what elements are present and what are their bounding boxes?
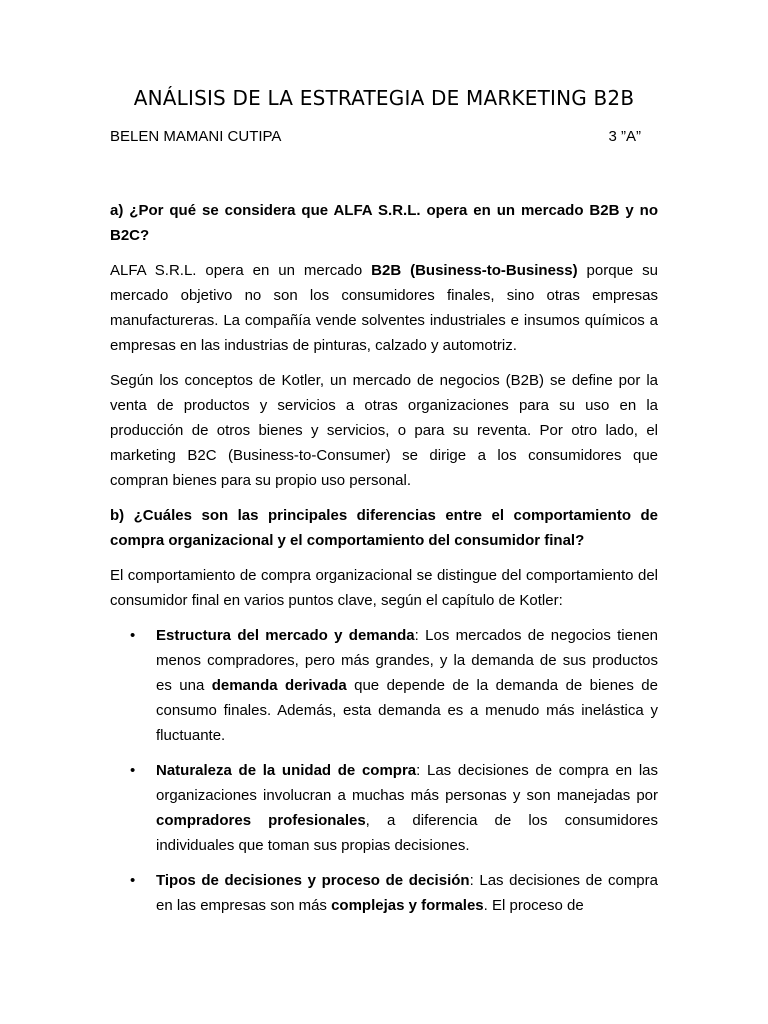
bullet-bold: demanda derivada (211, 677, 347, 694)
list-item (110, 758, 658, 858)
bullet-text: . El proceso de (483, 897, 584, 914)
list-item (110, 623, 658, 748)
grade-label: 3 ”A” (608, 128, 641, 145)
bullet-bold: compradores profesionales (156, 812, 366, 829)
bullet-text: que depende de la demanda de bienes de consumo finales. Además, esta demanda es a menudo más inelástica y fluctuante. (156, 677, 658, 744)
bullet-text: , a diferencia de los consumidores individuales que toman sus propias decisiones. (156, 812, 658, 854)
question-a: a) ¿Por qué se considera que ALFA S.R.L. opera en un mercado B2B y no B2C? (110, 202, 658, 244)
bullet-heading: Naturaleza de la unidad de compra (156, 762, 417, 779)
bullet-icon: • (130, 762, 136, 779)
author-name: BELEN MAMANI CUTIPA (110, 128, 282, 145)
bullet-text: : Las decisiones de compra en las empresas son más (156, 872, 658, 914)
bullet-icon: • (130, 627, 136, 644)
answer-a-text-1: ALFA S.R.L. opera en un mercado (110, 262, 372, 279)
bullet-list (110, 623, 658, 918)
answer-a-bold-1: B2B (Business-to-Business) (371, 262, 578, 279)
bullet-text: : Los mercados de negocios tienen menos compradores, pero más grandes, y la demanda de sus productos es una (156, 627, 658, 694)
bullet-bold: complejas y formales (331, 897, 484, 914)
bullet-icon: • (130, 872, 136, 889)
answer-b-intro: El comportamiento de compra organizacional se distingue del comportamiento del consumidor final en varios puntos clave, según el capítulo de Kotler: (110, 567, 658, 609)
answer-a-paragraph-2: Según los conceptos de Kotler, un mercado de negocios (B2B) se define por la venta de productos y servicios a otras organizaciones para su uso en la producción de otros bienes y servicios, o para su reventa. Por otro lado, el marketing B2C (Business-to-Consumer) se dirige a los consumidores que compran bienes para su propio uso personal. (110, 372, 658, 489)
bullet-text: : Las decisiones de compra en las organizaciones involucran a muchas más personas y son manejadas por (156, 762, 658, 804)
bullet-heading: Estructura del mercado y demanda (156, 627, 415, 644)
bullet-heading: Tipos de decisiones y proceso de decisión (156, 872, 470, 889)
document-body (110, 84, 658, 928)
question-b: b) ¿Cuáles son las principales diferencias entre el comportamiento de compra organizacional y el comportamiento del consumidor final? (110, 507, 658, 549)
list-item (110, 868, 658, 918)
answer-a-text-2: porque su mercado objetivo no son los consumidores finales, sino otras empresas manufactureras. La compañía vende solventes industriales e insumos químicos a empresas en las industrias de pinturas, calzado y automotriz. (110, 262, 659, 354)
page-title: ANÁLISIS DE LA ESTRATEGIA DE MARKETING B2B (133, 86, 635, 110)
answer-a-paragraph-1 (110, 258, 658, 358)
author-line (110, 126, 658, 148)
